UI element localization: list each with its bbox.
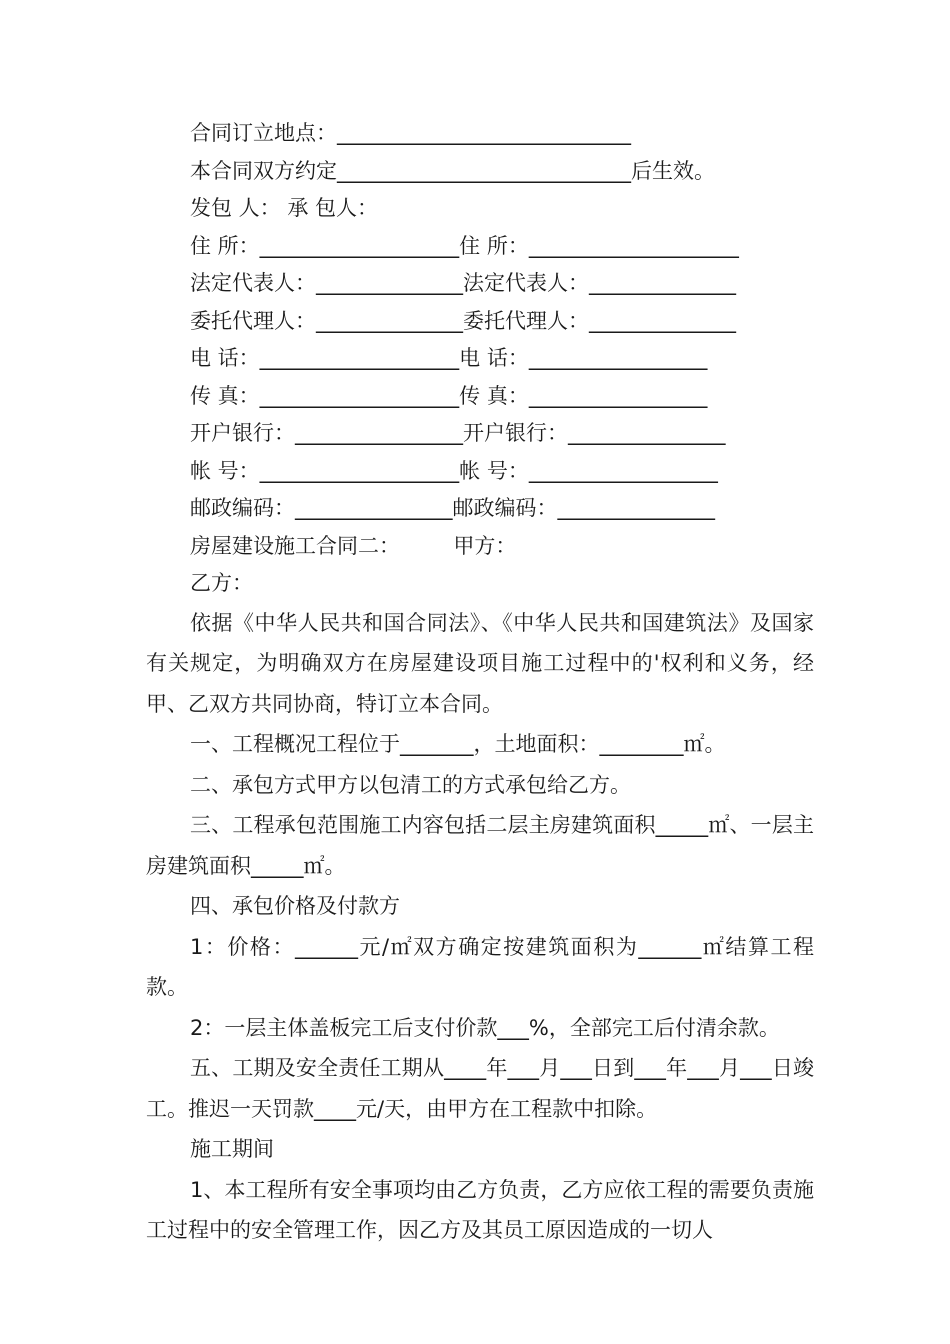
party-info-block [146, 115, 814, 603]
party-b-line: 乙方： [190, 571, 253, 595]
clause-4-price-paragraph: 1：价格：______元/㎡双方确定按建筑面积为______㎡结算工程款。 [146, 934, 814, 999]
agent-line: 委托代理人：______________委托代理人：______________ [190, 308, 736, 333]
clause-4-payment-paragraph: 2：一层主体盖板完工后支付价款___%，全部完工后付清余款。 [190, 1015, 780, 1040]
legal-rep-line: 法定代表人：______________法定代表人：______________ [190, 271, 736, 295]
construction-period-heading: 施工期间 [190, 1137, 274, 1161]
postcode-line: 邮政编码：_______________邮政编码：_______________ [190, 496, 715, 520]
safety-clause-paragraph: 1、本工程所有安全事项均由乙方负责，乙方应依工程的需要负责施工过程中的安全管理工作，因乙方及其员工原因造成的一切人 [146, 1177, 814, 1242]
account-line: 帐 号：___________________帐 号：__________________ [190, 458, 718, 483]
contract-two-title-line: 房屋建设施工合同二： 甲方： [190, 533, 517, 558]
contract-place-line: 合同订立地点：____________________________ [190, 121, 631, 145]
clause-2-paragraph: 二、承包方式甲方以包清工的方式承包给乙方。 [190, 772, 631, 797]
address-line: 住 所：___________________住 所：____________________ [190, 233, 739, 258]
clause-1-paragraph: 一、工程概况工程位于_______，土地面积：________㎡。 [190, 732, 726, 756]
fax-line: 传 真：___________________传 真：_________________ [190, 383, 708, 408]
contract-body [146, 603, 814, 1251]
effective-date-line: 本合同双方约定____________________________后生效。 [190, 158, 715, 183]
parties-line: 发包 人： 承 包人： [190, 196, 379, 220]
clause-5-paragraph: 五、工期及安全责任工期从____年___月___日到___年___月___日竣工。推迟一天罚款____元/天，由甲方在工程款中扣除。 [146, 1056, 814, 1121]
clause-4-heading: 四、承包价格及付款方 [190, 894, 400, 918]
bank-line: 开户银行：________________开户银行：_______________ [190, 421, 726, 445]
clause-3-paragraph: 三、工程承包范围施工内容包括二层主房建筑面积_____㎡、一层主房建筑面积_____㎡。 [146, 813, 814, 878]
phone-line: 电 话：___________________电 话：_________________ [190, 346, 708, 370]
contract-text [146, 115, 814, 1251]
preamble-paragraph: 依据《中华人民共和国合同法》、《中华人民共和国建筑法》及国家有关规定，为明确双方在房屋建设项目施工过程中的'权利和义务，经甲、乙双方共同协商，特订立本合同。 [146, 610, 814, 716]
